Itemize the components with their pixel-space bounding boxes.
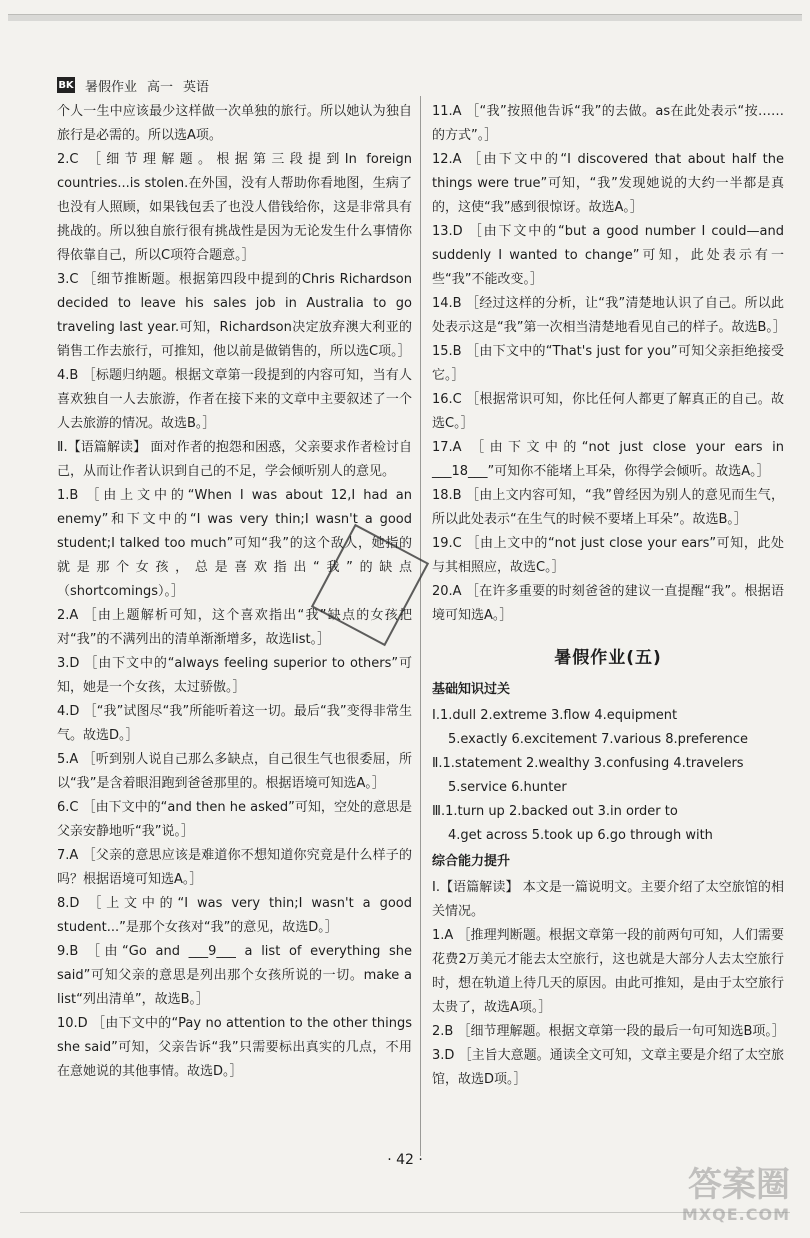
answer-paragraph: 2.A ［由上题解析可知，这个喜欢指出“我”缺点的女孩把对“我”的不满列出的清单渐渐增多，故选list。］ bbox=[57, 608, 412, 647]
answer-paragraph: 3.D ［主旨大意题。通读全文可知，文章主要是介绍了太空旅馆，故选D项。］ bbox=[432, 1048, 784, 1087]
answer-paragraph: 16.C ［根据常识可知，你比任何人都更了解真正的自己。故选C。］ bbox=[432, 392, 784, 431]
answer-paragraph: 1.B ［由上文中的“When I was about 12,I had an enemy”和下文中的“I was very thin;I wasn't a good student;I talked too much”可知“我”的这个敌人，她指的就是那个女孩，总是喜欢指出“我”的缺点（shortcomings）。］ bbox=[57, 488, 412, 599]
answer-paragraph: 9.B ［由“Go and ___9___ a list of everything she said”可知父亲的意思是列出那个女孩所说的一切。make a list“列出清单”，故选B。］ bbox=[57, 944, 412, 1007]
answer-paragraph: 8.D ［上文中的“I was very thin;I wasn't a good student...”是那个女孩对“我”的意见，故选D。］ bbox=[57, 896, 412, 935]
answer-paragraph: 20.A ［在许多重要的时刻爸爸的建议一直提醒“我”。根据语境可知选A。］ bbox=[432, 584, 784, 623]
answer-paragraph: 10.D ［由下文中的“Pay no attention to the other things she said”可知，父亲告诉“我”只需要标出真实的几点，不用在意她说的其他事情。故选D。］ bbox=[57, 1016, 412, 1079]
vocab-line: 4.get across 5.took up 6.go through with bbox=[448, 828, 713, 843]
subsection-title: 基础知识过关 bbox=[432, 682, 511, 697]
grade-label: 高一 bbox=[147, 79, 174, 95]
passage-summary: Ⅰ.【语篇解读】 本文是一篇说明文。主要介绍了太空旅馆的相关情况。 bbox=[432, 880, 784, 919]
answer-paragraph: 5.A ［听到别人说自己那么多缺点，自己很生气也很委屈，所以“我”是含着眼泪跑到爸爸那里的。根据语境可知选A。］ bbox=[57, 752, 412, 791]
section-title: 暑假作业(五) bbox=[554, 648, 662, 668]
vocab-line: Ⅲ.1.turn up 2.backed out 3.in order to bbox=[432, 804, 678, 819]
passage-summary: Ⅱ.【语篇解读】 面对作者的抱怨和困惑，父亲要求作者检讨自己，从而让作者认识到自己的不足，学会倾听别人的意见。 bbox=[57, 440, 412, 479]
answer-paragraph: 11.A ［“我”按照他告诉“我”的去做。as在此处表示“按……的方式”。］ bbox=[432, 104, 784, 143]
page-header bbox=[57, 75, 209, 95]
vocab-line: Ⅱ.1.statement 2.wealthy 3.confusing 4.travelers bbox=[432, 756, 744, 771]
answer-paragraph: 13.D ［由下文中的“but a good number I could—and suddenly I wanted to change”可知，此处表示有一些“我”不能改变。］ bbox=[432, 224, 784, 287]
scan-top-edge bbox=[8, 14, 802, 21]
vocab-line: Ⅰ.1.dull 2.extreme 3.flow 4.equipment bbox=[432, 708, 678, 723]
subsection-title: 综合能力提升 bbox=[432, 854, 511, 869]
page-number: · 42 · bbox=[387, 1152, 423, 1168]
answer-paragraph: 个人一生中应该最少这样做一次单独的旅行。所以她认为独自旅行是必需的。所以选A项。 bbox=[57, 104, 412, 143]
answer-paragraph: 6.C ［由下文中的“and then he asked”可知，空处的意思是父亲安静地听“我”说。］ bbox=[57, 800, 412, 839]
vocab-line: 5.exactly 6.excitement 7.various 8.preference bbox=[448, 732, 748, 747]
answer-paragraph: 3.D ［由下文中的“always feeling superior to others”可知，她是一个女孩，太过骄傲。］ bbox=[57, 656, 412, 695]
answer-paragraph: 1.A ［推理判断题。根据文章第一段的前两句可知，人们需要花费2万美元才能去太空旅行，这也就是大部分人去太空旅行时，想在轨道上待几天的原因。由此可推知，是由于太空旅行太贵了，故选A项。］ bbox=[432, 928, 784, 1015]
answer-paragraph: 19.C ［由上文中的“not just close your ears”可知，此处与其相照应，故选C。］ bbox=[432, 536, 784, 575]
answer-paragraph: 14.B ［经过这样的分析，让“我”清楚地认识了自己。所以此处表示这是“我”第一次相当清楚地看见自己的样子。故选B。］ bbox=[432, 296, 786, 335]
answer-paragraph: 4.B ［标题归纳题。根据文章第一段提到的内容可知，当有人喜欢独自一人去旅游，作者在接下来的文章中主要叙述了一个人去旅游的情况。故选B。］ bbox=[57, 368, 412, 431]
answer-paragraph: 7.A ［父亲的意思应该是难道你不想知道你究竟是什么样子的吗？根据语境可知选A。］ bbox=[57, 848, 412, 887]
watermark-text: 答案圈 bbox=[688, 1165, 790, 1205]
publisher-logo: BK bbox=[57, 77, 75, 93]
answer-paragraph: 15.B ［由下文中的“That's just for you”可知父亲拒绝接受它。］ bbox=[432, 344, 784, 383]
answer-paragraph: 17.A ［由下文中的“not just close your ears in ___18___”可知你不能堵上耳朵，你得学会倾听。故选A。］ bbox=[432, 440, 784, 479]
subject-label: 英语 bbox=[183, 79, 210, 95]
answer-paragraph: 18.B ［由上文内容可知，“我”曾经因为别人的意见而生气，所以此处表示“在生气的时候不要堵上耳朵”。故选B。］ bbox=[432, 488, 784, 527]
book-title: 暑假作业 bbox=[85, 79, 138, 95]
answer-paragraph: 2.B ［细节理解题。根据文章第一段的最后一句可知选B项。］ bbox=[432, 1024, 785, 1039]
right-column bbox=[432, 100, 784, 1092]
column-divider bbox=[420, 96, 421, 1156]
answer-paragraph: 2.C ［细节理解题。根据第三段提到In foreign countries...is stolen.在外国，没有人帮助你看地图，生病了也没有人照顾，如果钱包丢了也没人借钱给你，这是非常具有挑战的。所以独自旅行很有挑战性是因为无论发生什么事情你得依靠自己，所以C项符合题意。］ bbox=[57, 152, 412, 263]
answer-paragraph: 4.D ［“我”试图尽“我”所能听着这一切。最后“我”变得非常生气。故选D。］ bbox=[57, 704, 412, 743]
site-watermark bbox=[630, 1165, 790, 1235]
answer-paragraph: 12.A ［由下文中的“I discovered that about half the things were true”可知，“我”发现她说的大约一半都是真的，这使“我”感到很惊讶。故选A。］ bbox=[432, 152, 784, 215]
vocab-line: 5.service 6.hunter bbox=[448, 780, 567, 795]
answer-paragraph: 3.C ［细节推断题。根据第四段中提到的Chris Richardson decided to leave his sales job in Australia to go traveling last year.可知，Richardson决定放弃澳大利亚的销售工作去旅行，可推知，他以前是做销售的，所以选C项。］ bbox=[57, 272, 412, 359]
watermark-url: MXQE.COM bbox=[681, 1205, 790, 1224]
